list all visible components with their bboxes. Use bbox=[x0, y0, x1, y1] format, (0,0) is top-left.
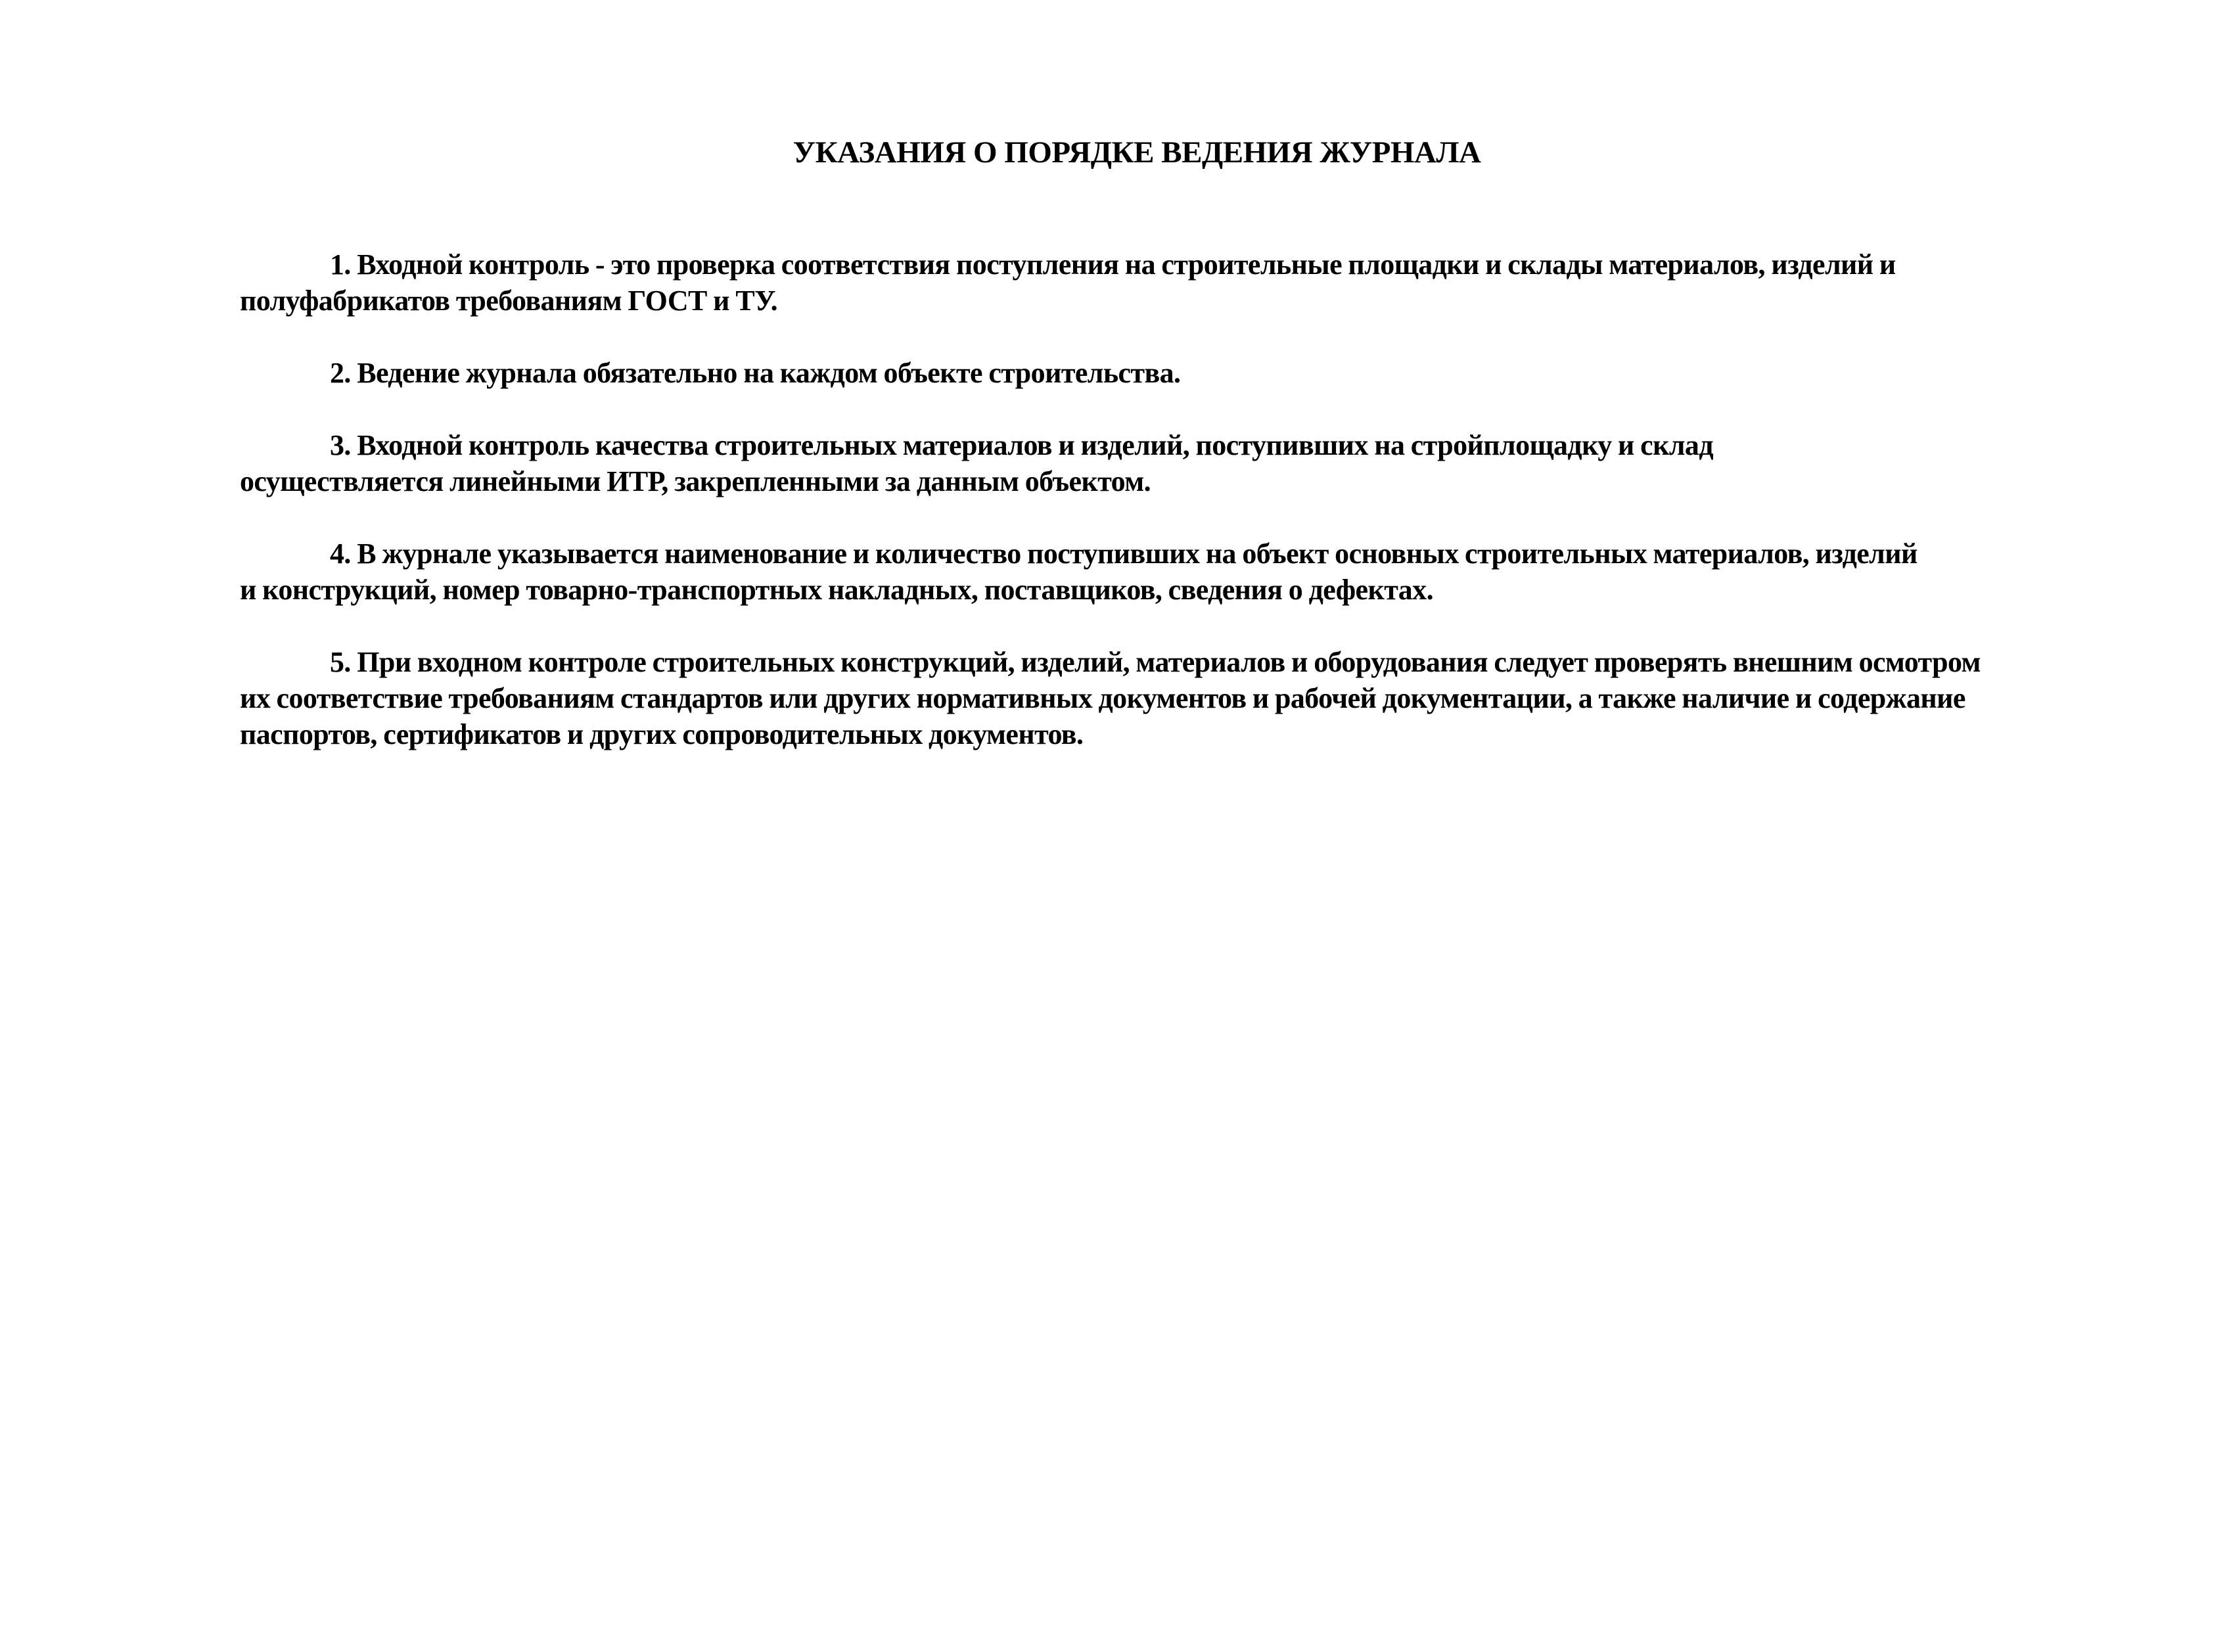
paragraph-2: 2. Ведение журнала обязательно на каждом объекте строительства. bbox=[330, 357, 1181, 389]
document-title: УКАЗАНИЯ О ПОРЯДКЕ ВЕДЕНИЯ ЖУРНАЛА bbox=[792, 135, 1481, 170]
paragraph-4: 4. В журнале указывается наименование и количество поступивших на объект основных строительных материалов, изделий и конструкций, номер товарно-транспортных накладных, поставщиков, сведения о дефектах. bbox=[240, 538, 1917, 606]
paragraph-3: 3. Входной контроль качества строительных материалов и изделий, поступивших на стройплощадку и склад осуществляется линейными ИТР, закрепленными за данным объектом. bbox=[240, 429, 1713, 497]
paragraph-5: 5. При входном контроле строительных конструкций, изделий, материалов и оборудования следует проверять внешним осмотром их соответствие требованиям стандартов или других нормативных документов и рабочей документации, а также наличие и содержание паспортов, сертификатов и других сопроводительных документов. bbox=[240, 646, 1981, 750]
paragraph-1: 1. Входной контроль - это проверка соответствия поступления на строительные площадки и склады материалов, изделий и полуфабрикатов требованиям ГОСТ и ТУ. bbox=[240, 248, 1896, 317]
